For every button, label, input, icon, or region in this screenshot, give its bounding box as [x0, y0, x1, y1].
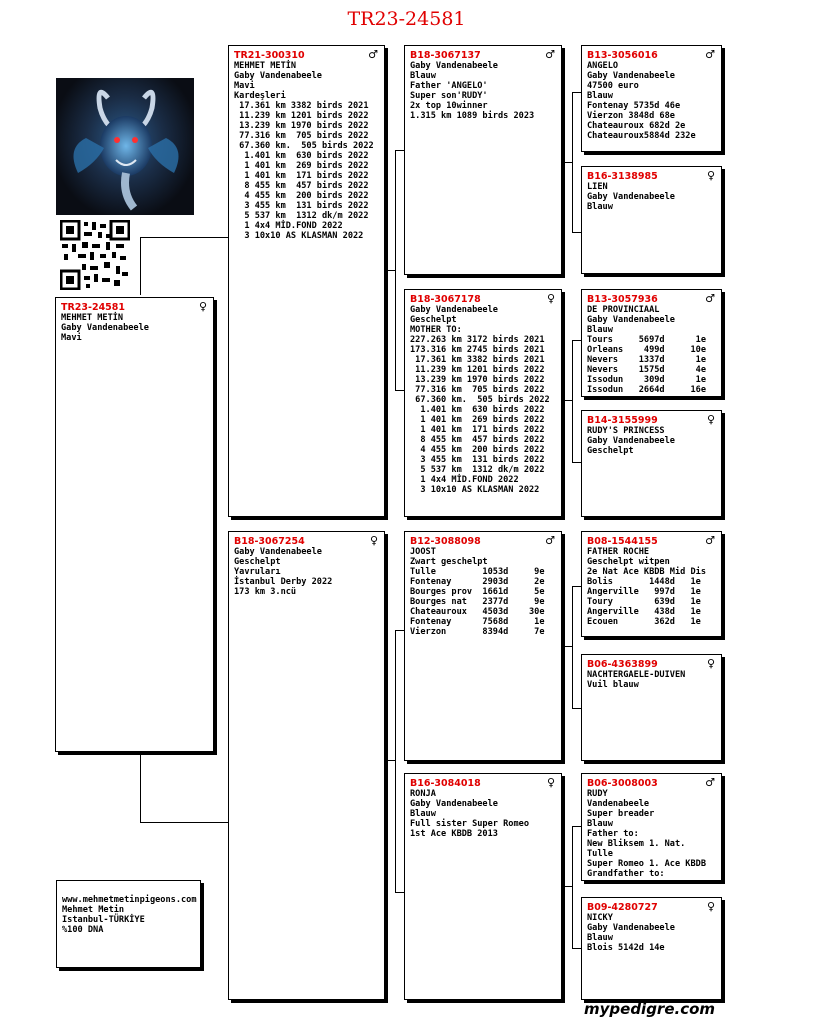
info-line: Bourges prov 1661d 5e	[410, 587, 545, 597]
info-line: Vierzon 8394d 7e	[410, 627, 545, 637]
info-line: Fontenay 2903d 2e	[410, 577, 545, 587]
sire-card	[228, 45, 385, 517]
info-line: MOTHER TO:	[410, 325, 462, 335]
info-line: 2e Nat Ace KBDB Mid Dis	[587, 567, 706, 577]
info-line: Mavi	[234, 81, 255, 91]
info-line: 17.361 km 3382 birds 2021	[410, 355, 545, 365]
info-line: 17.361 km 3382 birds 2021	[234, 101, 369, 111]
info-line: İstanbul Derby 2022	[234, 577, 333, 587]
dss-card	[581, 531, 722, 637]
info-line: 2x top 10winner	[410, 101, 488, 111]
info-line: Gaby Vandenabeele	[410, 799, 498, 809]
male-icon: ♂	[368, 48, 378, 61]
info-line: Vandenabeele	[587, 799, 650, 809]
info-line: MEHMET METİN	[234, 61, 297, 71]
dam-card	[228, 531, 385, 1000]
info-line: Bolis 1448d 1e	[587, 577, 701, 587]
info-line: Gaby Vandenabeele	[410, 305, 498, 315]
ring-number: B16-3138985	[587, 171, 658, 182]
info-line: 67.360 km. 505 birds 2022	[234, 141, 374, 151]
info-line: NACHTERGAELE-DUIVEN	[587, 670, 686, 680]
ring-number: B13-3057936	[587, 294, 658, 305]
female-icon: ♀	[198, 300, 207, 313]
female-icon: ♀	[706, 169, 715, 182]
info-line: Geschelpt	[234, 557, 281, 567]
subject-card	[55, 297, 214, 752]
info-line: FATHER ROCHE	[587, 547, 650, 557]
ssd-card	[581, 166, 722, 274]
info-line: 1 401 km 171 birds 2022	[410, 425, 545, 435]
info-line: DE PROVINCIAAL	[587, 305, 660, 315]
info-line: Vuil blauw	[587, 680, 639, 690]
info-line: Blauw	[587, 819, 613, 829]
info-line: 3 10x10 AS KLASMAN 2022	[410, 485, 540, 495]
info-line: 11.239 km 1201 birds 2022	[410, 365, 545, 375]
location-text: Istanbul-TÜRKİYE	[62, 915, 145, 925]
info-line: 1st Ace KBDB 2013	[410, 829, 498, 839]
info-line: Orleans 499d 10e	[587, 345, 706, 355]
info-line: ANGELO	[587, 61, 619, 71]
info-line: Gaby Vandenabeele	[587, 436, 675, 446]
info-line: Gaby Vandenabeele	[234, 547, 322, 557]
ring-number: TR23-24581	[61, 302, 126, 313]
info-line: 8 455 km 457 birds 2022	[410, 435, 545, 445]
info-line: Chateauroux 682d 2e	[587, 121, 686, 131]
info-line: Geschelpt	[410, 315, 457, 325]
male-icon: ♂	[705, 48, 715, 61]
info-line: Grandfather to:	[587, 869, 665, 879]
info-line: Tulle	[587, 849, 613, 859]
info-line: Vierzon 3848d 68e	[587, 111, 675, 121]
info-line: New Bliksem 1. Nat.	[587, 839, 686, 849]
sds-card	[581, 289, 722, 397]
ring-number: B06-3008003	[587, 778, 658, 789]
ddd-card	[581, 897, 722, 1000]
info-line: Father 'ANGELO'	[410, 81, 488, 91]
info-line: 1 401 km 171 birds 2022	[234, 171, 369, 181]
info-line: Blauw	[410, 809, 436, 819]
info-line: Kardeşleri	[234, 91, 286, 101]
info-line: RUDY'S PRINCESS	[587, 426, 665, 436]
info-line: Gaby Vandenabeele	[587, 192, 675, 202]
info-line: 67.360 km. 505 birds 2022	[410, 395, 550, 405]
info-line: 173 km 3.ncü	[234, 587, 297, 597]
info-line: Blauw	[410, 71, 436, 81]
info-line: 77.316 km 705 birds 2022	[234, 131, 369, 141]
dna-text: %100 DNA	[62, 925, 104, 935]
qr-code	[60, 220, 130, 290]
dragon-logo-image	[56, 78, 194, 215]
info-line: Chateauroux 4503d 30e	[410, 607, 545, 617]
female-icon: ♀	[706, 657, 715, 670]
info-line: 13.239 km 1970 birds 2022	[410, 375, 545, 385]
info-line: Zwart geschelpt	[410, 557, 488, 567]
info-line: 4 455 km 200 birds 2022	[234, 191, 369, 201]
ring-number: B16-3084018	[410, 778, 481, 789]
info-line: Blauw	[587, 933, 613, 943]
female-icon: ♀	[546, 776, 555, 789]
info-line: 1 401 km 269 birds 2022	[234, 161, 369, 171]
info-line: Gaby Vandenabeele	[234, 71, 322, 81]
info-line: JOOST	[410, 547, 436, 557]
brand-text: mypedigre.com	[584, 1000, 716, 1018]
contact-card	[56, 880, 201, 968]
male-icon: ♂	[545, 534, 555, 547]
info-line: 4 455 km 200 birds 2022	[410, 445, 545, 455]
info-line: NICKY	[587, 913, 613, 923]
info-line: Blois 5142d 14e	[587, 943, 665, 953]
info-line: Full sister Super Romeo	[410, 819, 529, 829]
ring-number: B08-1544155	[587, 536, 658, 547]
info-line: Chateauroux5884d 232e	[587, 131, 696, 141]
info-line: 47500 euro	[587, 81, 639, 91]
sire-sire-card	[404, 45, 562, 275]
info-line: 173.316 km 2745 birds 2021	[410, 345, 545, 355]
info-line: Gaby Vandenabeele	[587, 923, 675, 933]
info-line: Yavruları	[234, 567, 281, 577]
info-line: Gaby Vandenabeele	[61, 323, 149, 333]
dam-dam-card	[404, 773, 562, 1000]
info-line: Super son'RUDY'	[410, 91, 488, 101]
info-line: 3 455 km 131 birds 2022	[234, 201, 369, 211]
info-line: Angerville 438d 1e	[587, 607, 701, 617]
ring-number: B14-3155999	[587, 415, 658, 426]
info-line: Gaby Vandenabeele	[410, 61, 498, 71]
info-line: 1 401 km 269 birds 2022	[410, 415, 545, 425]
info-line: 8 455 km 457 birds 2022	[234, 181, 369, 191]
ring-number: B18-3067254	[234, 536, 305, 547]
info-line: 1.401 km 630 birds 2022	[410, 405, 545, 415]
ring-number: TR21-300310	[234, 50, 305, 61]
female-icon: ♀	[369, 534, 378, 547]
owner-name: Mehmet Metin	[62, 905, 125, 915]
dsd-card	[581, 654, 722, 761]
info-line: 1 4x4 MİD.FOND 2022	[410, 475, 519, 485]
male-icon: ♂	[545, 48, 555, 61]
info-line: Ecouen 362d 1e	[587, 617, 701, 627]
sss-card	[581, 45, 722, 152]
info-line: Mavi	[61, 333, 82, 343]
info-line: 13.239 km 1970 birds 2022	[234, 121, 369, 131]
ring-number: B13-3056016	[587, 50, 658, 61]
male-icon: ♂	[705, 292, 715, 305]
info-line: 3 455 km 131 birds 2022	[410, 455, 545, 465]
info-line: 11.239 km 1201 birds 2022	[234, 111, 369, 121]
info-line: 5 537 km 1312 dk/m 2022	[234, 211, 369, 221]
info-line: Fontenay 7568d 1e	[410, 617, 545, 627]
info-line: Nevers 1575d 4e	[587, 365, 706, 375]
male-icon: ♂	[705, 534, 715, 547]
info-line: MEHMET METİN	[61, 313, 124, 323]
ring-number: B18-3067137	[410, 50, 481, 61]
ring-number: B18-3067178	[410, 294, 481, 305]
pedigree-title: TR23-24581	[347, 8, 466, 30]
info-line: RONJA	[410, 789, 436, 799]
info-line: Gaby Vandenabeele	[587, 315, 675, 325]
ring-number: B09-4280727	[587, 902, 658, 913]
info-line: Toury 639d 1e	[587, 597, 701, 607]
info-line: Nevers 1337d 1e	[587, 355, 706, 365]
info-line: Father to:	[587, 829, 639, 839]
info-line: Issodun 309d 1e	[587, 375, 706, 385]
info-line: 1 4x4 MİD.FOND 2022	[234, 221, 343, 231]
info-line: 5 537 km 1312 dk/m 2022	[410, 465, 545, 475]
info-line: Tulle 1053d 9e	[410, 567, 545, 577]
info-line: Fontenay 5735d 46e	[587, 101, 681, 111]
info-line: Blauw	[587, 202, 613, 212]
info-line: Issodun 2664d 16e	[587, 385, 706, 395]
info-line: 227.263 km 3172 birds 2021	[410, 335, 545, 345]
info-line: Angerville 997d 1e	[587, 587, 701, 597]
ring-number: B12-3088098	[410, 536, 481, 547]
info-line: 1.401 km 630 birds 2022	[234, 151, 369, 161]
info-line: 3 10x10 AS KLASMAN 2022	[234, 231, 364, 241]
dam-sire-card	[404, 531, 562, 761]
info-line: Geschelpt	[587, 446, 634, 456]
female-icon: ♀	[706, 900, 715, 913]
info-line: Super Romeo 1. Ace KBDB	[587, 859, 706, 869]
website-text: www.mehmetmetinpigeons.com	[62, 895, 197, 905]
sdd-card	[581, 410, 722, 517]
sire-dam-card	[404, 289, 562, 517]
female-icon: ♀	[546, 292, 555, 305]
info-line: 1.315 km 1089 birds 2023	[410, 111, 535, 121]
info-line: 77.316 km 705 birds 2022	[410, 385, 545, 395]
info-line: Blauw	[587, 91, 613, 101]
info-line: Super breader	[587, 809, 655, 819]
female-icon: ♀	[706, 413, 715, 426]
info-line: Bourges nat 2377d 9e	[410, 597, 545, 607]
info-line: Gaby Vandenabeele	[587, 71, 675, 81]
info-line: Tours 5697d 1e	[587, 335, 706, 345]
info-line: RUDY	[587, 789, 608, 799]
dds-card	[581, 773, 722, 881]
ring-number: B06-4363899	[587, 659, 658, 670]
male-icon: ♂	[705, 776, 715, 789]
info-line: Geschelpt witpen	[587, 557, 670, 567]
info-line: LIEN	[587, 182, 608, 192]
info-line: Blauw	[587, 325, 613, 335]
